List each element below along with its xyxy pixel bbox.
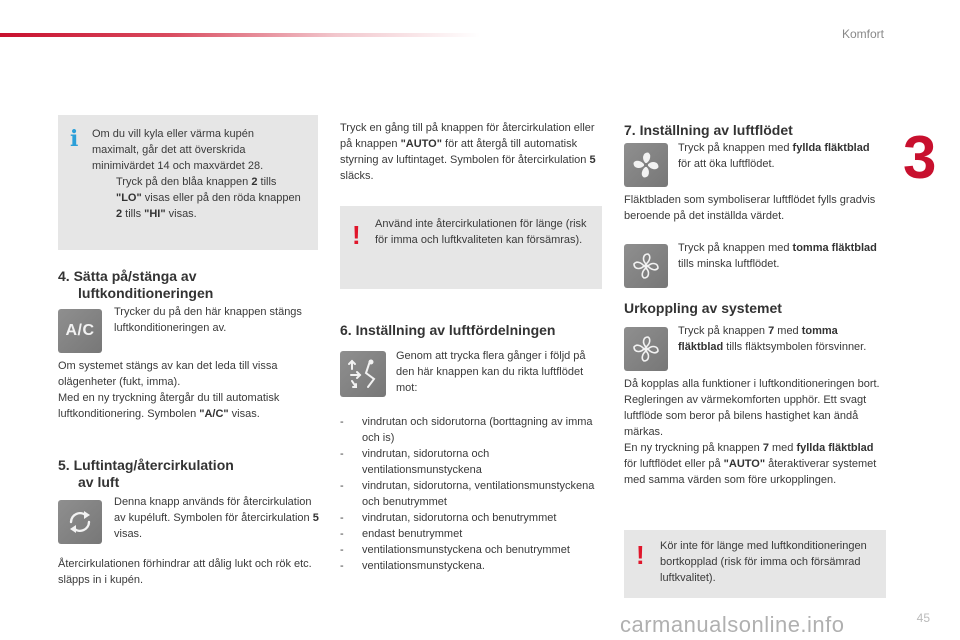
emphasis: 5 bbox=[589, 154, 596, 166]
info-intro: Om du vill kyla eller värma kupén maximalt, går det att överskrida minimivärdet 14 och maxvärdet 28. bbox=[92, 128, 264, 172]
fan-full-icon bbox=[624, 143, 668, 187]
system-off-icon-desc: Tryck på knappen 7 med tomma fläktblad tills fläktsymbolen försvinner. bbox=[678, 325, 867, 353]
system-off-title: Urkoppling av systemet bbox=[624, 300, 782, 316]
emphasis: tomma fläktblad bbox=[792, 242, 877, 254]
info-sub-text: Tryck på den blåa knappen 2 tills "LO" visas eller på den röda knappen 2 tills "HI" visas. bbox=[116, 176, 301, 220]
fan-empty-icon bbox=[624, 327, 668, 371]
emphasis: "LO" bbox=[116, 192, 142, 204]
info-sub-step bbox=[92, 174, 304, 222]
air-distribution-symbol bbox=[346, 357, 380, 391]
ac-button-label: A/C bbox=[65, 322, 95, 339]
emphasis: "A/C" bbox=[199, 408, 229, 420]
emphasis: "AUTO" bbox=[723, 458, 766, 470]
fan-empty-icon bbox=[624, 244, 668, 288]
section-4-title-line2: luftkonditioneringen bbox=[78, 285, 214, 301]
list-item: - vindrutan, sidorutorna och ventilationsmunstyckena bbox=[340, 446, 605, 478]
emphasis: "AUTO" bbox=[400, 138, 442, 150]
fan-empty-symbol bbox=[631, 251, 661, 281]
list-item: - vindrutan, sidorutorna och benutrymmet bbox=[340, 510, 605, 526]
warning-icon: ! bbox=[352, 220, 361, 250]
emphasis: 5 bbox=[312, 512, 319, 524]
air-distribution-list bbox=[340, 414, 605, 574]
section-4-title-line1: 4. Sätta på/stänga av bbox=[58, 268, 197, 284]
chapter-number: 3 bbox=[903, 124, 937, 191]
section-name: Komfort bbox=[841, 27, 884, 41]
section-5-body: Återcirkulationen förhindrar att dålig lukt och rök etc. släpps in i kupén. bbox=[58, 558, 312, 586]
emphasis: "HI" bbox=[144, 208, 166, 220]
fan-empty-symbol bbox=[631, 334, 661, 364]
warning-icon: ! bbox=[636, 540, 645, 570]
list-item: - vindrutan och sidorutorna (borttagning av imma och is) bbox=[340, 414, 605, 446]
emphasis: fyllda fläktblad bbox=[796, 442, 874, 454]
list-item: - vindrutan, sidorutorna, ventilationsmunstyckena och benutrymmet bbox=[340, 478, 605, 510]
section-5-title-line2: av luft bbox=[78, 474, 120, 490]
warning-text-system-off: Kör inte för länge med luftkonditioneringen bortkopplad (risk för imma och försämrad luftkvalitet). bbox=[660, 540, 867, 584]
air-distribution-icon bbox=[340, 351, 386, 397]
watermark: carmanualsonline.info bbox=[620, 612, 845, 637]
recirculation-symbol bbox=[65, 507, 95, 537]
ac-button-icon bbox=[58, 309, 102, 353]
fan-level-text: Fläktbladen som symboliserar luftflödet fylls gradvis beroende på det inställda värdet. bbox=[624, 194, 876, 222]
section-4-title bbox=[58, 268, 318, 302]
fan-decrease-text: Tryck på knappen med tomma fläktblad tills minska luftflödet. bbox=[678, 242, 877, 270]
section-4-body: Om systemet stängs av kan det leda till vissa olägenheter (fukt, imma). Med en ny tryckning återgår du till automatisk luftkonditionering. Symbolen "A/C" visas. bbox=[58, 360, 280, 420]
list-item: - ventilationsmunstyckena och benutrymmet bbox=[340, 542, 605, 558]
fan-increase-text: Tryck på knappen med fyllda fläktblad för att öka luftflödet. bbox=[678, 142, 870, 170]
section-6-title: 6. Inställning av luftfördelningen bbox=[340, 322, 556, 338]
page-number: 45 bbox=[916, 611, 930, 625]
warning-text-recirculation: Använd inte återcirkulationen för länge (risk för imma och luftkvaliteten kan försämras). bbox=[375, 218, 587, 246]
list-item: - endast benutrymmet bbox=[340, 526, 605, 542]
emphasis: 7 bbox=[762, 442, 769, 454]
recirculation-icon bbox=[58, 500, 102, 544]
col2-intro: Tryck en gång till på knappen för återcirkulation eller på knappen "AUTO" för att återgå till automatisk styrning av luftintaget. Symbolen för återcirkulation 5 släcks. bbox=[340, 122, 596, 182]
section-4-icon-desc: Trycker du på den här knappen stängs luftkonditioneringen av. bbox=[114, 306, 302, 334]
emphasis: 2 bbox=[251, 176, 258, 188]
info-icon: i bbox=[70, 126, 79, 152]
section-5-icon-desc: Denna knapp används för återcirkulation av kupéluft. Symbolen för återcirkulation 5 visas. bbox=[114, 496, 319, 540]
emphasis: fyllda fläktblad bbox=[792, 142, 870, 154]
chapter-color-bar bbox=[0, 33, 480, 37]
emphasis: 7 bbox=[768, 325, 775, 337]
section-5-title bbox=[58, 457, 318, 491]
emphasis: tomma fläktblad bbox=[678, 325, 838, 353]
section-6-icon-desc: Genom att trycka flera gånger i följd på den här knappen kan du rikta luftflödet mot: bbox=[396, 350, 586, 394]
emphasis: 2 bbox=[116, 208, 123, 220]
section-5-title-line1: 5. Luftintag/återcirkulation bbox=[58, 457, 234, 473]
section-7-title: 7. Inställning av luftflödet bbox=[624, 122, 793, 138]
fan-full-symbol bbox=[631, 150, 661, 180]
list-item: - ventilationsmunstyckena. bbox=[340, 558, 605, 574]
system-off-body: Då kopplas alla funktioner i luftkonditioneringen bort. Regleringen av värmekomforten upphör. Ett svagt luftflöde som beror på bilens hastighet kan ändå märkas. En ny tryckning på knappen 7 med fyllda fläktblad för luftflödet eller på "AUTO" återaktiverar systemet med samma värden som före urkopplingen. bbox=[624, 378, 880, 486]
